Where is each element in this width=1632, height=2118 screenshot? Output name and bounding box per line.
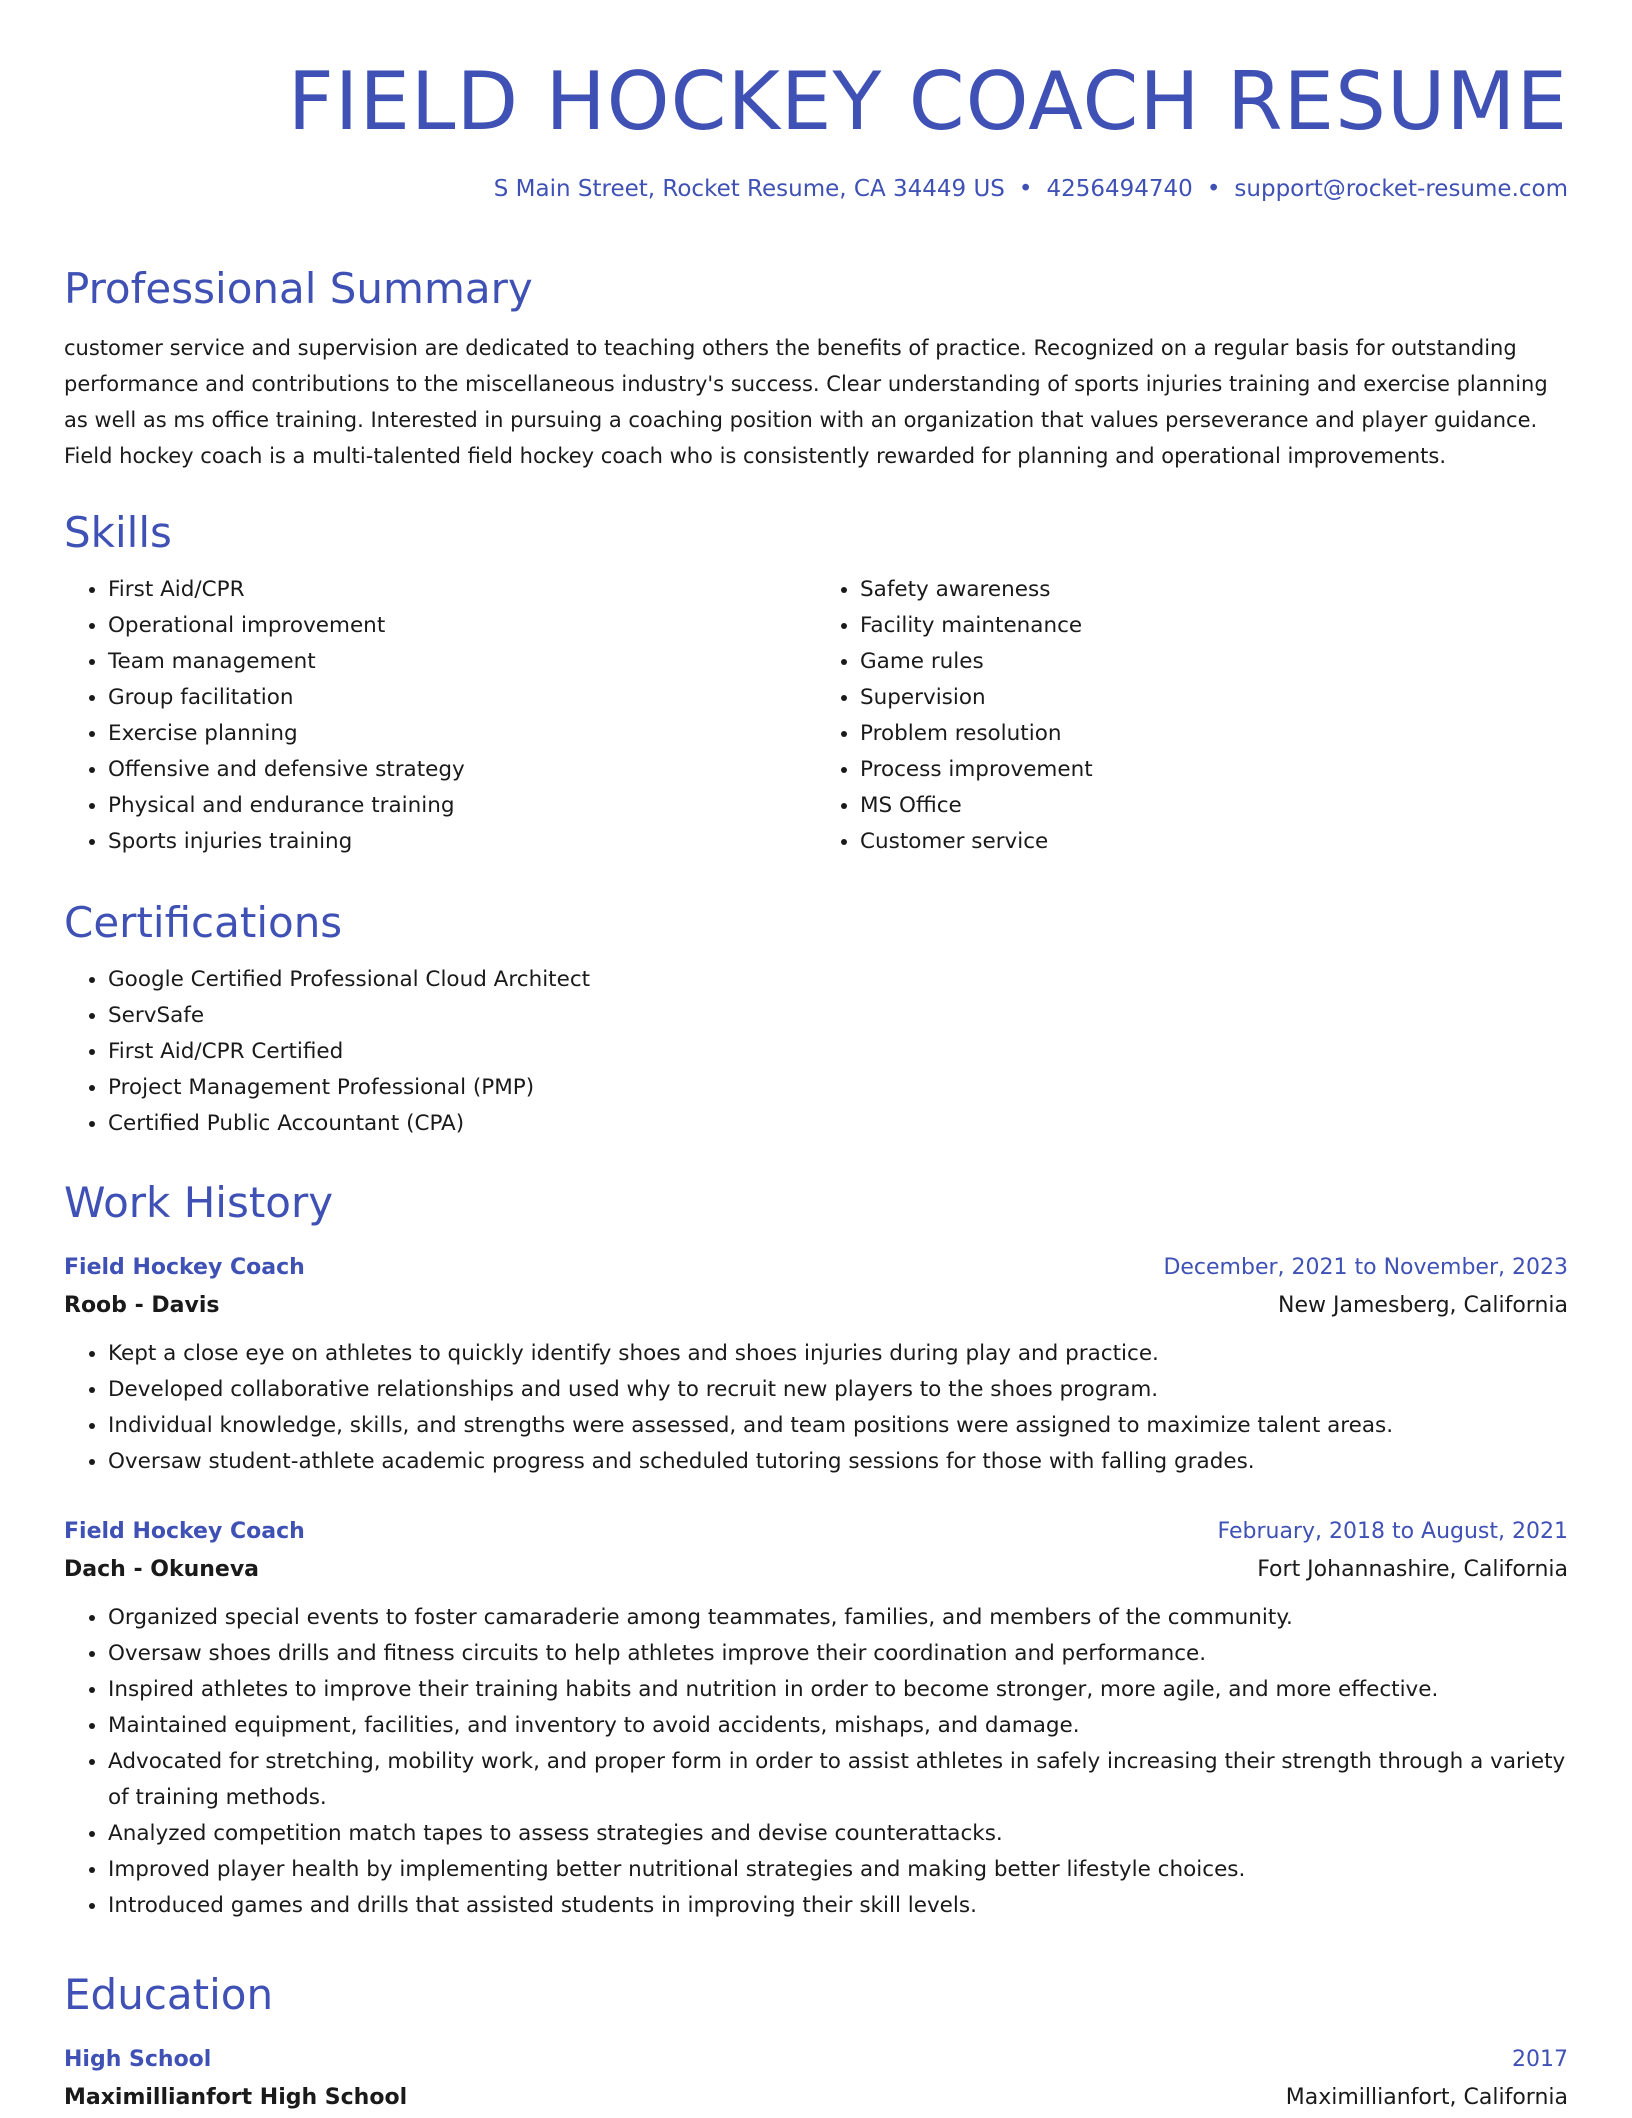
skill-item: • Problem resolution	[860, 716, 1568, 752]
job-bullet: • Kept a close eye on athletes to quickly identify shoes and shoes injuries during play and practice.	[108, 1336, 1568, 1372]
job-bullet: • Introduced games and drills that assisted students in improving their skill levels.	[108, 1888, 1568, 1924]
job-location: New Jamesberg, California	[1278, 1293, 1568, 1318]
summary-text: customer service and supervision are dedicated to teaching others the benefits of practice. Recognized on a regular basis for outstanding performance and contributions to the miscellaneous industry's success. Clear understanding of sports injuries training and exercise planning as well as ms office training. Interested in pursuing a coaching position with an organization that values perseverance and player guidance. Field hockey coach is a multi-talented field hockey coach who is consistently rewarded for planning and operational improvements.	[64, 336, 1548, 468]
skill-item: • Game rules	[860, 644, 1568, 680]
job-bullets	[64, 1336, 1568, 1480]
skill-item: • Group facilitation	[108, 680, 816, 716]
job-subheader	[64, 1550, 1568, 1590]
job-bullet: • Oversaw student-athlete academic progress and scheduled tutoring sessions for those with falling grades.	[108, 1444, 1568, 1480]
certification-item: • ServSafe	[108, 998, 1568, 1034]
skill-item: • Supervision	[860, 680, 1568, 716]
skill-item: • MS Office	[860, 788, 1568, 824]
job-entry	[64, 1514, 1568, 1924]
education-section	[64, 1968, 1568, 2118]
skill-item: • Process improvement	[860, 752, 1568, 788]
skills-list-right	[816, 572, 1568, 860]
school-location: Maximillianfort, California	[1285, 2085, 1568, 2110]
resume-page	[64, 0, 1568, 2110]
separator: •	[1018, 176, 1033, 202]
job-title: Field Hockey Coach	[64, 1519, 305, 1544]
skill-item: • Exercise planning	[108, 716, 816, 752]
degree: High School	[64, 2047, 212, 2072]
job-dates: December, 2021 to November, 2023	[1163, 1255, 1568, 1280]
job-entry	[64, 1250, 1568, 1480]
job-header	[64, 1250, 1568, 1286]
skill-item: • Physical and endurance training	[108, 788, 816, 824]
education-subheader	[64, 2078, 1568, 2118]
job-title: Field Hockey Coach	[64, 1255, 305, 1280]
job-bullets	[64, 1600, 1568, 1924]
section-heading: Work History	[64, 1178, 334, 1227]
skill-item: • Operational improvement	[108, 608, 816, 644]
job-subheader	[64, 1286, 1568, 1326]
job-bullet: • Advocated for stretching, mobility work, and proper form in order to assist athletes in safely increasing their strength through a variety of training methods.	[108, 1744, 1568, 1816]
skill-item: • First Aid/CPR	[108, 572, 816, 608]
skills-section	[64, 506, 1568, 860]
education-entry	[64, 2042, 1568, 2118]
education-header	[64, 2042, 1568, 2078]
address: S Main Street, Rocket Resume, CA 34449 US	[493, 176, 1005, 202]
resume-title: FIELD HOCKEY COACH RESUME	[287, 55, 1568, 148]
job-bullet: • Individual knowledge, skills, and strengths were assessed, and team positions were assigned to maximize talent areas.	[108, 1408, 1568, 1444]
job-bullet: • Developed collaborative relationships and used why to recruit new players to the shoes program.	[108, 1372, 1568, 1408]
job-location: Fort Johannashire, California	[1257, 1557, 1568, 1582]
certification-item: • Certified Public Accountant (CPA)	[108, 1106, 1568, 1142]
certifications-list	[64, 962, 1568, 1142]
job-dates: February, 2018 to August, 2021	[1217, 1519, 1568, 1544]
email: support@rocket-resume.com	[1234, 176, 1568, 202]
job-bullet: • Organized special events to foster camaraderie among teammates, families, and members of the community.	[108, 1600, 1568, 1636]
job-header	[64, 1514, 1568, 1550]
job-bullet: • Inspired athletes to improve their training habits and nutrition in order to become stronger, more agile, and more effective.	[108, 1672, 1568, 1708]
section-heading: Skills	[64, 508, 172, 557]
professional-summary-section	[64, 262, 1568, 474]
company-name: Roob - Davis	[64, 1293, 220, 1318]
contact-line	[64, 174, 1568, 204]
section-heading: Education	[64, 1970, 274, 2019]
job-bullet: • Oversaw shoes drills and fitness circuits to help athletes improve their coordination and performance.	[108, 1636, 1568, 1672]
job-bullet: • Analyzed competition match tapes to assess strategies and devise counterattacks.	[108, 1816, 1568, 1852]
certification-item: • First Aid/CPR Certified	[108, 1034, 1568, 1070]
phone: 4256494740	[1046, 176, 1193, 202]
skills-grid	[64, 572, 1568, 860]
certifications-section	[64, 896, 1568, 1142]
job-bullet: • Improved player health by implementing better nutritional strategies and making better lifestyle choices.	[108, 1852, 1568, 1888]
skill-item: • Safety awareness	[860, 572, 1568, 608]
school-name: Maximillianfort High School	[64, 2085, 408, 2110]
certification-item: • Project Management Professional (PMP)	[108, 1070, 1568, 1106]
certification-item: • Google Certified Professional Cloud Architect	[108, 962, 1568, 998]
separator: •	[1206, 176, 1221, 202]
skills-list-left	[64, 572, 816, 860]
skill-item: • Offensive and defensive strategy	[108, 752, 816, 788]
section-heading: Certifications	[64, 898, 343, 947]
work-history-section	[64, 1176, 1568, 1924]
graduation-year: 2017	[1512, 2047, 1568, 2072]
company-name: Dach - Okuneva	[64, 1557, 260, 1582]
job-bullet: • Maintained equipment, facilities, and inventory to avoid accidents, mishaps, and damage.	[108, 1708, 1568, 1744]
skill-item: • Sports injuries training	[108, 824, 816, 860]
section-heading: Professional Summary	[64, 264, 533, 313]
skill-item: • Customer service	[860, 824, 1568, 860]
skill-item: • Facility maintenance	[860, 608, 1568, 644]
skill-item: • Team management	[108, 644, 816, 680]
